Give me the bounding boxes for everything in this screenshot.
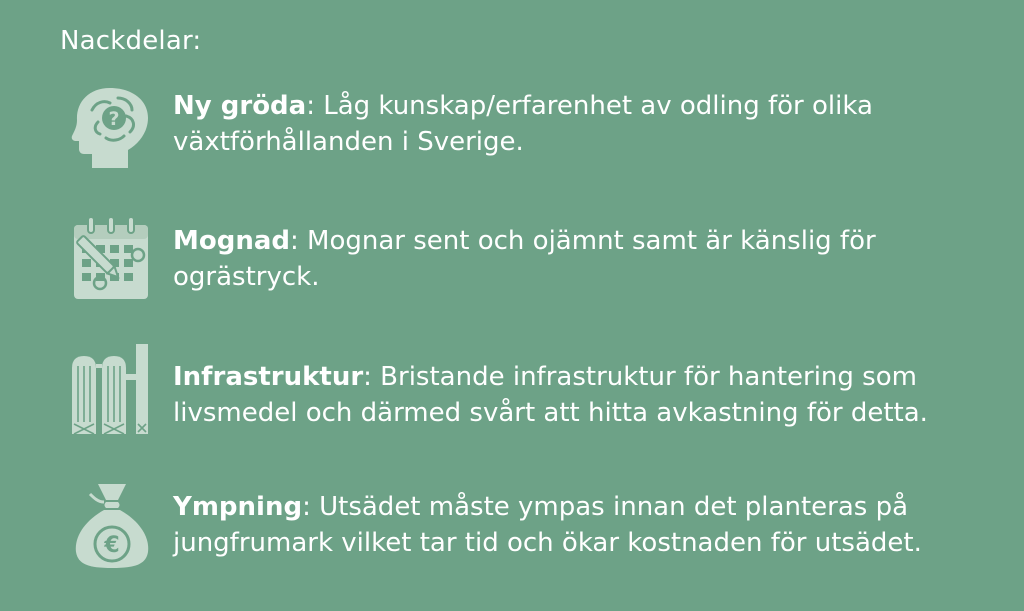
item-term: Infrastruktur bbox=[173, 362, 364, 392]
item-term: Ympning bbox=[173, 492, 303, 522]
page-title: Nackdelar: bbox=[60, 26, 202, 56]
head-question-icon bbox=[70, 86, 154, 176]
item-description: Låg kunskap/erfarenhet av odling för olika växtförhållanden i Sverige. bbox=[173, 91, 873, 157]
svg-text:?: ? bbox=[108, 108, 120, 130]
item-text bbox=[173, 88, 1003, 160]
item-description: Mognar sent och ojämnt samt är känslig för ogrästryck. bbox=[173, 226, 876, 292]
item-description: Utsädet måste ympas innan det planteras på jungfrumark vilket tar tid och ökar kostnaden för utsädet. bbox=[173, 492, 922, 558]
item-term: Ny gröda bbox=[173, 91, 307, 121]
item-separator: : bbox=[306, 91, 315, 121]
item-term: Mognad bbox=[173, 226, 291, 256]
item-separator: : bbox=[302, 492, 311, 522]
item-text bbox=[173, 489, 1003, 561]
money-bag-euro-icon bbox=[70, 480, 154, 570]
item-text bbox=[173, 223, 1003, 295]
item-description: Bristande infrastruktur för hantering som livsmedel och därmed svårt att hitta avkastning för detta. bbox=[173, 362, 928, 428]
item-separator: : bbox=[290, 226, 299, 256]
svg-text:€: € bbox=[104, 533, 120, 558]
calendar-icon bbox=[70, 213, 154, 303]
item-separator: : bbox=[363, 362, 372, 392]
silo-icon bbox=[70, 344, 154, 434]
item-text bbox=[173, 359, 1003, 431]
